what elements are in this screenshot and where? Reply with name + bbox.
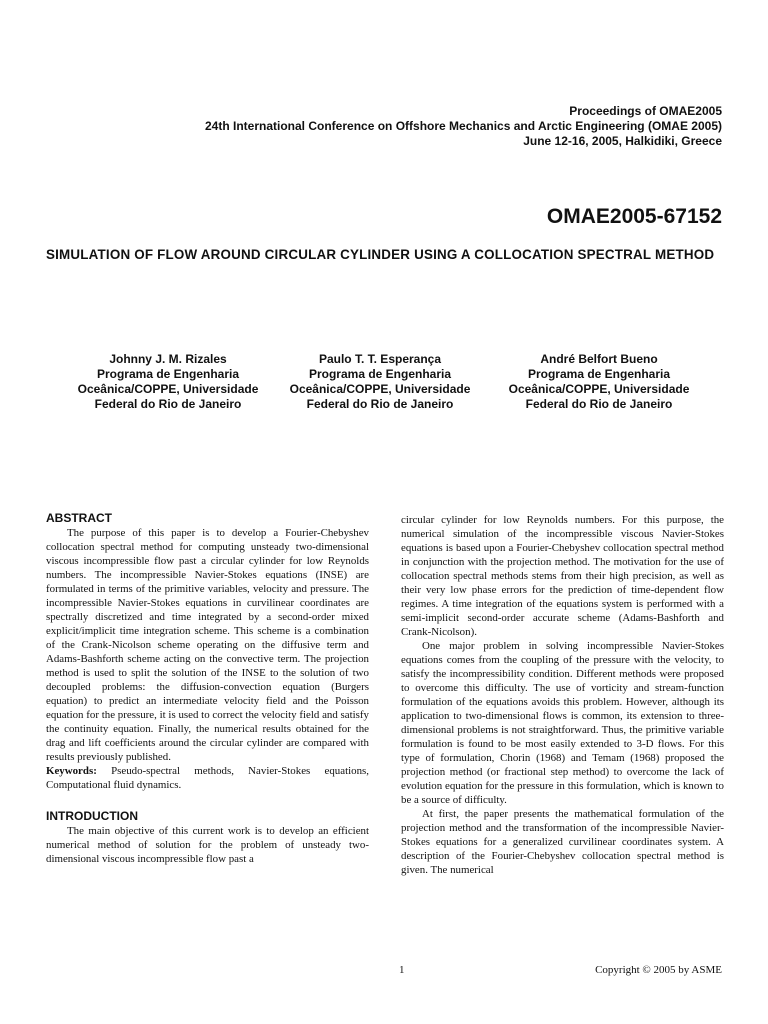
author-name: Paulo T. T. Esperança (318, 352, 442, 366)
abstract-heading: ABSTRACT (46, 511, 112, 525)
author-affiliation-line: Federal do Rio de Janeiro (525, 397, 673, 411)
date-location-line: June 12-16, 2005, Halkidiki, Greece (523, 134, 722, 148)
author-name: André Belfort Bueno (540, 352, 658, 366)
author-affiliation-line: Oceânica/COPPE, Universidade (508, 382, 690, 396)
author-affiliation-line: Oceânica/COPPE, Universidade (77, 382, 259, 396)
conference-line: 24th International Conference on Offshore Mechanics and Arctic Engineering (OMAE 2005) (205, 119, 722, 133)
introduction-paragraph: At first, the paper presents the mathematical formulation of the projection method and the transformation of the incompressible Navier-Stokes equations for a generalized curvilinear coordinates system. A description of the Fourier-Chebyshev collocation spectral method is given. The numerical (401, 808, 724, 876)
keywords-text: Pseudo-spectral methods, Navier-Stokes equations, Computational fluid dynamics. (46, 765, 369, 791)
proceedings-line: Proceedings of OMAE2005 (569, 104, 722, 118)
paper-id: OMAE2005-67152 (546, 205, 722, 228)
author-block (489, 352, 709, 412)
copyright-notice: Copyright © 2005 by ASME (595, 964, 722, 976)
keywords (46, 764, 369, 792)
author-block (58, 352, 278, 412)
keywords-label: Keywords: (46, 765, 97, 777)
author-affiliation-line: Programa de Engenharia (527, 367, 671, 381)
author-affiliation-line: Oceânica/COPPE, Universidade (289, 382, 471, 396)
right-column (401, 513, 724, 877)
introduction-paragraph: One major problem in solving incompressible Navier-Stokes equations comes from the coupling of the pressure with the velocity, to satisfy the incompressibility condition. Different methods were proposed to overcome this difficulty. The use of vorticity and stream-function formulation of the equations avoids this problem. However, although its application to two-dimensional flows is common, its extension to three-dimensional problems is not straightforward. Thus, the primitive variable formulation is found to be most easily extended to 3-D flows. For this type of formulation, Chorin (1968) and Temam (1968) proposed the projection method (or fractional step method) to overcome the lack of evolution equation for the pressure in this formulation, which is known to be a source of difficulty. (401, 640, 724, 806)
author-affiliation-line: Federal do Rio de Janeiro (94, 397, 242, 411)
proceedings-header (32, 104, 722, 149)
left-column (46, 511, 369, 866)
abstract-text: The purpose of this paper is to develop a Fourier-Chebyshev collocation spectral method for computing unsteady two-dimensional viscous incompressible flow past a circular cylinder for low Reynolds numbers. The incompressible Navier-Stokes equations (INSE) are formulated in terms of the primitive variables, velocity and pressure. The incompressible Navier-Stokes equations in curvilinear coordinates are spectrally discretized and time integrated by a second-order mixed explicit/implicit time integration scheme. This scheme is a combination of the Crank-Nicolson scheme operating on the diffusive term and Adams-Bashforth scheme acting on the convective term. The projection method is used to split the solution of the INSE to the solution of two decoupled problems: the diffusion-convection equation (Burgers equation) to predict an intermediate velocity field and the Poisson equation for the pressure, it is used to correct the velocity field and satisfy the continuity equation. Finally, the numerical results obtained for the drag and lift coefficients around the circular cylinder are compared with results previously published. (46, 527, 369, 763)
author-block (270, 352, 490, 412)
introduction-paragraph-continued: circular cylinder for low Reynolds numbers. For this purpose, the numerical simulation of the incompressible viscous Navier-Stokes equations is based upon a Fourier-Chebyshev collocation spectral method in conjunction with the projection method. The motivation for the use of collocation spectral methods stems from their high precision, as well as their very low phase errors for the prediction of time-dependent flow regimes. A time integration of the equations system is performed with a semi-implicit second-order accurate scheme (Adams-Bashforth and Crank-Nicolson). (401, 514, 724, 638)
author-affiliation-line: Programa de Engenharia (308, 367, 452, 381)
paper-title: SIMULATION OF FLOW AROUND CIRCULAR CYLINDER USING A COLLOCATION SPECTRAL METHOD (46, 247, 715, 262)
author-name: Johnny J. M. Rizales (109, 352, 227, 366)
author-affiliation-line: Federal do Rio de Janeiro (306, 397, 454, 411)
introduction-paragraph: The main objective of this current work is to develop an efficient numerical method of solution for the problem of unsteady two-dimensional viscous incompressible flow past a (46, 825, 369, 865)
introduction-heading: INTRODUCTION (46, 809, 138, 823)
page-number: 1 (399, 964, 405, 976)
author-affiliation-line: Programa de Engenharia (96, 367, 240, 381)
